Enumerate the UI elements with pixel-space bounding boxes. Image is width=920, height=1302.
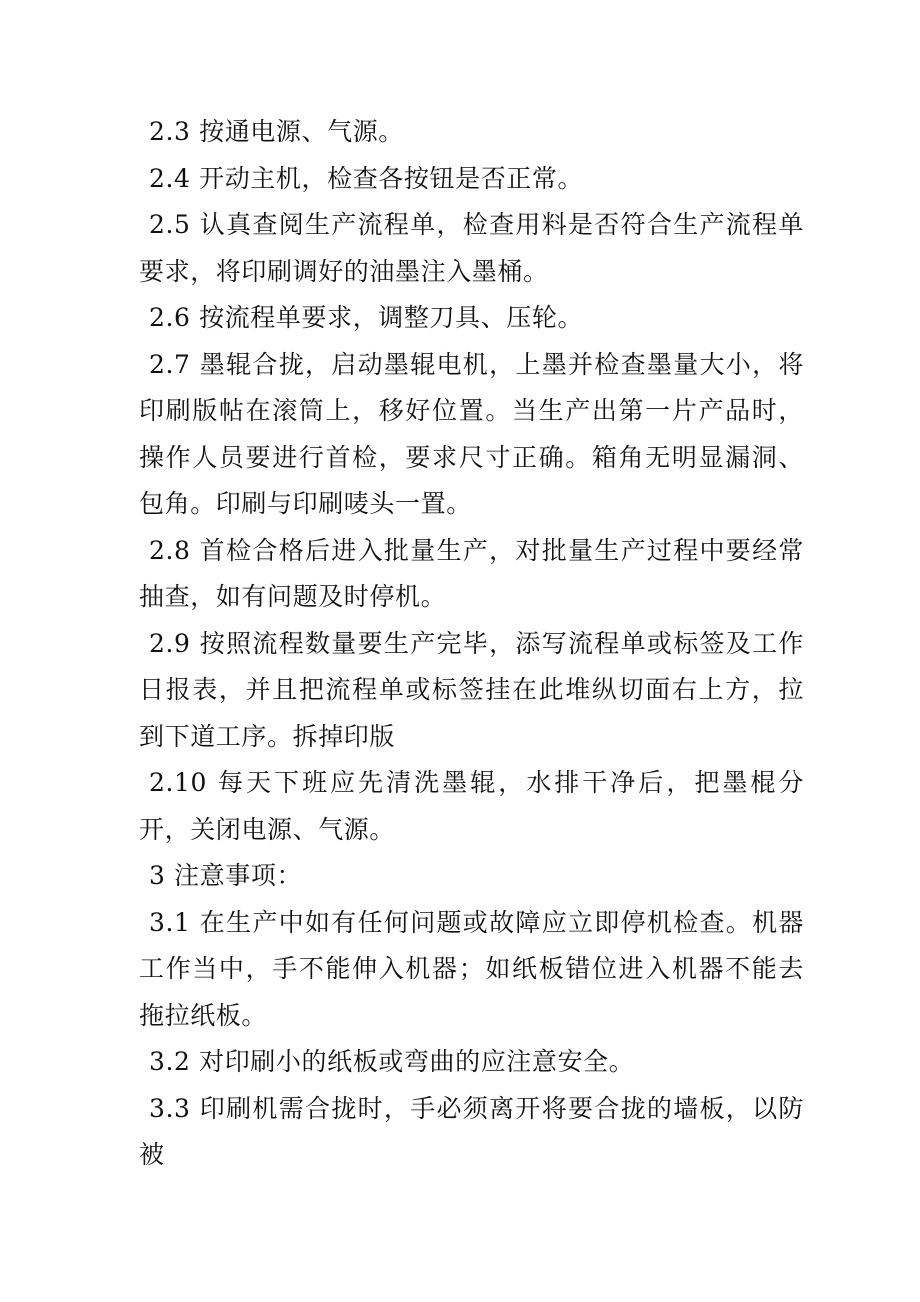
- document-body: [139, 109, 804, 1179]
- paragraph-2-6: 2.6 按流程单要求，调整刀具、压轮。: [149, 303, 584, 332]
- paragraph-3-2: 3.2 对印刷小的纸板或弯曲的应注意安全。: [149, 1047, 635, 1076]
- paragraph-3-3: 3.3 印刷机需合拢时，手必须离开将要合拢的墙板，以防被: [139, 1093, 804, 1169]
- paragraph-2-7: 2.7 墨辊合拢，启动墨辊电机，上墨并检查墨量大小，将印刷版帖在滚筒上，移好位置。当生产出第一片产品时，操作人员要进行首检，要求尺寸正确。箱角无明显漏洞、包角。印刷与印刷唛头一置。: [139, 349, 804, 518]
- paragraph-2-3: 2.3 按通电源、气源。: [149, 117, 404, 146]
- paragraph-3-1: 3.1 在生产中如有任何问题或故障应立即停机检查。机器工作当中，手不能伸入机器；如纸板错位进入机器不能去拖拉纸板。: [139, 907, 804, 1030]
- section-heading-3: 3 注意事项：: [149, 861, 303, 890]
- paragraph-2-10: 2.10 每天下班应先清洗墨辊，水排干净后，把墨棍分开，关闭电源、气源。: [139, 768, 804, 844]
- paragraph-2-5: 2.5 认真查阅生产流程单，检查用料是否符合生产流程单要求，将印刷调好的油墨注入墨桶。: [139, 210, 804, 286]
- paragraph-2-4: 2.4 开动主机，检查各按钮是否正常。: [149, 163, 584, 193]
- paragraph-2-8: 2.8 首检合格后进入批量生产，对批量生产过程中要经常抽查，如有问题及时停机。: [139, 535, 804, 611]
- paragraph-2-9: 2.9 按照流程数量要生产完毕，添写流程单或标签及工作日报表，并且把流程单或标签挂在此堆纵切面右上方，拉到下道工序。拆掉印版: [139, 628, 804, 751]
